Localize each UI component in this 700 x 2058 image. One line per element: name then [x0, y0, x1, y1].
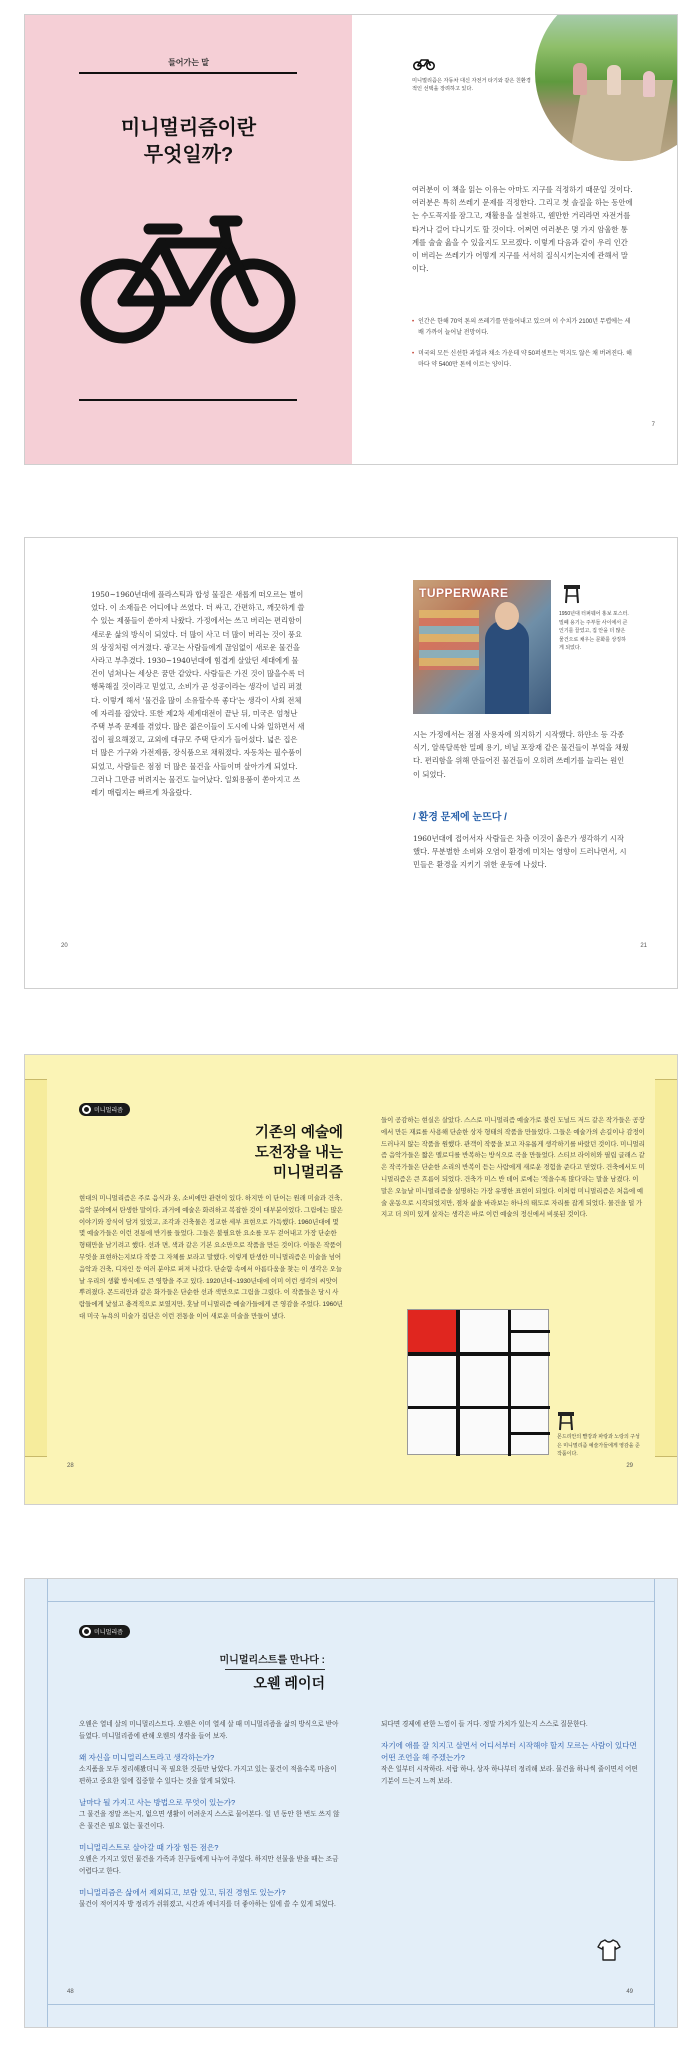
page-title: [25, 115, 352, 169]
bullet-2: [412, 349, 634, 371]
tab-marker-right: [655, 1079, 677, 1457]
question-1: 왜 자신을 미니멀리스트라고 생각하는가?: [79, 1753, 215, 1762]
art-title-line-1: 기존의 예술에: [254, 1125, 343, 1141]
intro-paragraph: 여러분이 이 책을 읽는 이유는 아마도 지구를 걱정하기 때문일 것이다. 여러분은 특히 쓰레기 문제를 걱정한다. 그리고 첫 솔질을 하는 동안에는 수도꼭지를 잠그고, 재활용을 실천하고, 웬만한 거리라면 자전거를 타거나 걸어 다니기도 할 것이다. 어쩌면 여러분은 몇 가지 암울한 통계를 술술 읊을 수 있을지도 모르겠다. 이렇게 다음과 같이 우리 인간이 버리는 쓰레기가 어떻게 지구를 서서히 질식시키는지에 관해서 말이다.: [412, 185, 633, 274]
interview-intro: 오웬은 열네 살의 미니멀리스트다. 오웬은 이미 열세 살 때 미니멀리즘을 삶의 방식으로 받아들였다. 미니멀리즘에 관해 오웬의 생각을 들어 보자.: [79, 1721, 339, 1740]
answer-4: 물건이 적어지자 방 정리가 쉬워졌고, 시간과 에너지를 더 좋아하는 일에 쓸 수 있게 되었다.: [79, 1901, 336, 1908]
bullet-dot: •: [412, 351, 415, 357]
art-right-text: 들이 공감하는 현실은 살았다. 스스로 미니멀리즘 예술가로 불린 도널드 저드 같은 작가들은 공장에서 만든 재료를 사용해 단순한 상자 형태의 작품을 만들었다. 그들은 예술가의 손길이나 감정이 드러나지 않는 작품을 원했다. 관객이 작품을 보고 자유롭게 생각하기를 바랐던 것이다. 미니멀리즘 음악가들은 짧은 멜로디를 반복하는 방식으로 곡을 만들었다. 스티브 라이히와 필립 글래스 같은 작곡가들은 단순한 소리의 반복이 듣는 사람에게 새로운 경험을 준다고 믿었다. 건축에서도 미니멀리즘은 큰 흐름이 되었다. 건축가 미스 반 데어 로에는 '적을수록 많다'라는 말을 남겼다. 이 말은 오늘날 미니멀리즘을 설명하는 가장 유명한 표현이 되었다. 이처럼 미니멀리즘은 처음에 예술 운동으로 시작되었지만, 점차 삶을 바라보는 하나의 태도로 자리를 잡게 되었다. 물건을 덜 가지고 더 의미 있게 살자는 생각은 바로 이런 예술의 정신에서 비롯된 것이다.: [381, 1117, 645, 1219]
mondrian-red-block: [408, 1310, 456, 1352]
bicycle-small-icon: [412, 57, 436, 71]
badge-circle-icon: [82, 1627, 91, 1636]
spread-intro: [24, 14, 678, 465]
badge-label: 미니멀리즘: [94, 1108, 123, 1114]
badge-label: 미니멀리즘: [94, 1630, 123, 1636]
interview-title-rule: [225, 1669, 325, 1670]
question-5: 자기에 애를 잘 치지고 살면서 어디서부터 시작해야 할지 모르는 사람이 있다면 어떤 조언을 해 주겠는가?: [381, 1741, 637, 1762]
page-number-right: 21: [640, 943, 647, 949]
mondrian-line-h4: [511, 1330, 550, 1333]
cyclists-photo: [535, 14, 678, 161]
art-title: [145, 1123, 343, 1183]
spread-history: [24, 537, 678, 989]
section-heading: / 환경 문제에 눈뜨다 /: [413, 812, 507, 823]
page-number-right: 29: [626, 1463, 633, 1469]
title-line-1: 미니멀리즘이란: [120, 117, 257, 139]
shelf-containers: [419, 610, 479, 670]
cyclist-1: [573, 63, 587, 95]
photo-caption: 미니멀리즘은 자동차 대신 자전거 타기와 같은 친환경적인 선택을 장려하고 있다.: [412, 78, 531, 92]
answer-3: 오웬은 가지고 있던 물건을 가족과 친구들에게 나누어 주었다. 하지만 선물을 받을 때는 조금 어렵다고 한다.: [79, 1856, 339, 1875]
cyclist-2: [607, 65, 621, 95]
question-3: 미니멀리스트로 살아갈 때 가장 힘든 점은?: [79, 1843, 219, 1852]
section-badge: [79, 1625, 130, 1638]
bullet-dot: •: [412, 319, 415, 325]
history-right-text-2: 1960년대에 접어서자 사람들은 차츰 이것이 옳은가 생각하기 시작했다. 무분별한 소비와 오염이 환경에 미치는 영향이 드러나면서, 시민들은 환경을 지키기 위한 운동에 나섰다.: [413, 834, 627, 870]
mondrian-caption: 몬드리안의 빨강과 파랑과 노랑의 구성은 미니멀리즘 예술가들에게 영감을 준 작품이다.: [557, 1434, 640, 1457]
chapter-header: 들어가는 말: [168, 58, 209, 67]
page-number-left: 20: [61, 943, 68, 949]
interview-right-column: [381, 1719, 645, 1788]
answer-1: 소지품을 모두 정리해봤더니 꼭 필요한 것들만 남았다. 가지고 있는 물건이 적을수록 마음이 편하고 중요한 일에 집중할 수 있다는 것을 알게 되었다.: [79, 1766, 337, 1785]
answer-2: 그 물건을 정말 쓰는지, 없으면 생활이 어려운지 스스로 물어본다. 일 년 동안 한 번도 쓰지 않은 물건은 필요 없는 물건이다.: [79, 1811, 340, 1830]
interview-title: 오웬 레이더: [253, 1675, 325, 1691]
mondrian-painting: [407, 1309, 549, 1455]
mondrian-line-h3: [511, 1432, 550, 1435]
art-left-text: 현대의 미니멀리즘은 주로 음식과 옷, 소비에만 관련이 있다. 하지만 이 단어는 원래 미술과 건축, 음악 분야에서 탄생한 말이다. 과거에 예술은 화려하고 복잡한 것이 대부분이었다. 그림에는 많은 이야기와 장식이 담겨 있었고, 조각과 건축물은 정교한 세부 표현으로 가득했다. 1960년대에 몇몇 예술가들은 이런 전통에 반기를 들었다. 그들은 불필요한 요소를 모두 걷어내고 가장 단순한 형태만을 남기려고 했다. 선과 면, 색과 같은 기본 요소만으로 작품을 만든 것이다. 이들은 작품이 무엇을 표현하는지보다 작품 그 자체를 보라고 말했다. 이렇게 탄생한 미니멀리즘은 미술을 넘어 음악과 건축, 디자인 등 여러 분야로 퍼져 나갔다. 단순함 속에서 아름다움을 찾는 이 생각은 오늘날 우리의 생활 방식에도 큰 영향을 주고 있다. 1920년대~1930년대에 이미 이런 생각의 씨앗이 뿌려졌다. 몬드리안과 같은 화가들은 단순한 선과 색만으로 그림을 그렸다. 이 작품들은 당시 사람들에게 낯설고 충격적으로 보였지만, 훗날 미니멀리즘 예술가들에게 큰 영감을 주었다. 1960년대 미국 뉴욕의 미술가 집단은 이런 전통을 이어 새로운 미술을 만들어 냈다.: [79, 1195, 343, 1320]
right-intro: 되다면 경제에 관한 느낌이 들 거다. 정말 가치가 있는지 스스로 질문한다.: [381, 1721, 588, 1728]
tab-marker-left: [25, 1079, 47, 1457]
tshirt-icon: [597, 1939, 621, 1961]
badge-circle-icon: [82, 1105, 91, 1114]
woman-figure: [485, 620, 529, 714]
art-title-line-3: 미니멀리즘: [272, 1165, 343, 1181]
tupperware-caption: 1950년대 터퍼웨어 홍보 포스터. 밀폐 용기는 주부들 사이에서 큰 인기를 끌었고, 집 안을 더 많은 물건으로 채우는 문화를 상징하게 되었다.: [559, 611, 629, 651]
bullet-1-text: 인간은 한해 70억 톤의 쓰레기를 만들어내고 있으며 이 수치가 2100년 무렵에는 세 배 가까이 늘어날 전망이다.: [418, 319, 631, 336]
intro-left-page: [25, 15, 352, 464]
frame-left-line: [47, 1579, 48, 2027]
question-2: 날마다 될 가지고 사는 방법으로 무엇이 있는가?: [79, 1798, 236, 1807]
intro-right-page: [352, 15, 678, 464]
header-rule-bottom: [79, 399, 297, 401]
bullet-2-text: 미국의 모든 신선한 과일과 채소 가운데 약 50퍼센트는 먹지도 않은 채 버려진다. 해마다 약 5400만 톤에 이르는 양이다.: [418, 351, 632, 368]
title-line-2: 무엇일까?: [143, 144, 234, 166]
page-number-left: 48: [67, 1989, 74, 1995]
mondrian-line-h1: [408, 1352, 550, 1356]
frame-top-line: [47, 1601, 655, 1602]
history-left-text: 1950~1960년대에 플라스틱과 합성 물질은 새롭게 떠오르는 별이었다. 이 소재들은 어디에나 쓰였다. 더 싸고, 간편하고, 깨끗하게 쓸 수 있는 제품들이 쏟아져 나왔다. 가정에서는 쓰고 버리는 편리함이 새로운 삶의 방식이 되었다. 더 많이 사고 더 많이 버리는 것이 풍요의 상징처럼 여겨졌다. 광고는 사람들에게 끊임없이 새로운 물건을 사라고 부추겼다. 1930~1940년대에 힘겹게 살았던 세대에게 물건이 넘쳐나는 세상은 꿈만 같았다. 사람들은 가진 것이 많을수록 더 행복해질 것이라고 믿었고, 소비가 곧 성공이라는 생각이 널리 퍼졌다. 이렇게 해서 '물건을 많이 소유할수록 좋다'는 생각이 사회 전체에 자리를 잡았다. 또한 제2차 세계대전이 끝난 뒤, 미국은 엄청난 주택 부족 문제를 겪었다. 많은 젊은이들이 도시에 나와 일하면서 새 집이 필요해졌고, 교외에 대규모 주택 단지가 들어섰다. 넓은 집은 더 많은 가구와 가전제품, 장식품으로 채워졌다. 자동차는 필수품이 되었고, 사람들은 점점 더 많은 물건을 사들이며 살아가게 되었다. 그러나 그만큼 버려지는 물건도 늘어났다. 일회용품이 쏟아지고 쓰레기 매립지는 빠르게 차올랐다.: [91, 590, 305, 798]
frame-bottom-line: [47, 2004, 655, 2005]
mondrian-line-v1: [456, 1310, 460, 1456]
header-rule-top: [79, 72, 297, 74]
question-4: 미니멀리즘은 삶에서 제외되고, 보람 있고, 뒤진 경험도 있는가?: [79, 1888, 286, 1897]
mondrian-line-h2: [408, 1406, 550, 1409]
interview-left-column: [79, 1719, 343, 1911]
interview-subtitle: 미니멀리스트를 만나다 :: [219, 1655, 325, 1666]
page-number: 7: [651, 422, 655, 428]
cyclist-3: [643, 71, 655, 97]
stool-icon: [563, 584, 581, 604]
bullet-1: [412, 317, 634, 339]
frame-right-line: [654, 1579, 655, 2027]
stool-icon: [557, 1411, 575, 1431]
tupperware-photo: [413, 580, 551, 714]
spread-art: [24, 1054, 678, 1505]
tupperware-logo: TUPPERWARE: [419, 586, 509, 600]
woman-face: [495, 602, 519, 630]
bicycle-icon: [77, 213, 299, 353]
spread-interview: [24, 1578, 678, 2028]
history-right-text: 시는 가정에서는 점점 사용자에 의지하기 시작했다. 하얀소 등 각종 식기, 알록달록한 밀폐 용기, 비닐 포장재 같은 물건들이 부엌을 채웠다. 편리함을 위해 만들어진 물건들이 오히려 쓰레기를 늘리는 원인이 되었다.: [413, 730, 629, 779]
page-number-right: 49: [626, 1989, 633, 1995]
answer-5: 작은 일부터 시작하라. 서랍 하나, 상자 하나부터 정리해 보라. 물건을 하나씩 줄이면서 어떤 기분이 드는지 느껴 보라.: [381, 1766, 638, 1785]
page-number-left: 28: [67, 1463, 74, 1469]
art-title-line-2: 도전장을 내는: [254, 1145, 343, 1161]
section-badge: [79, 1103, 130, 1116]
